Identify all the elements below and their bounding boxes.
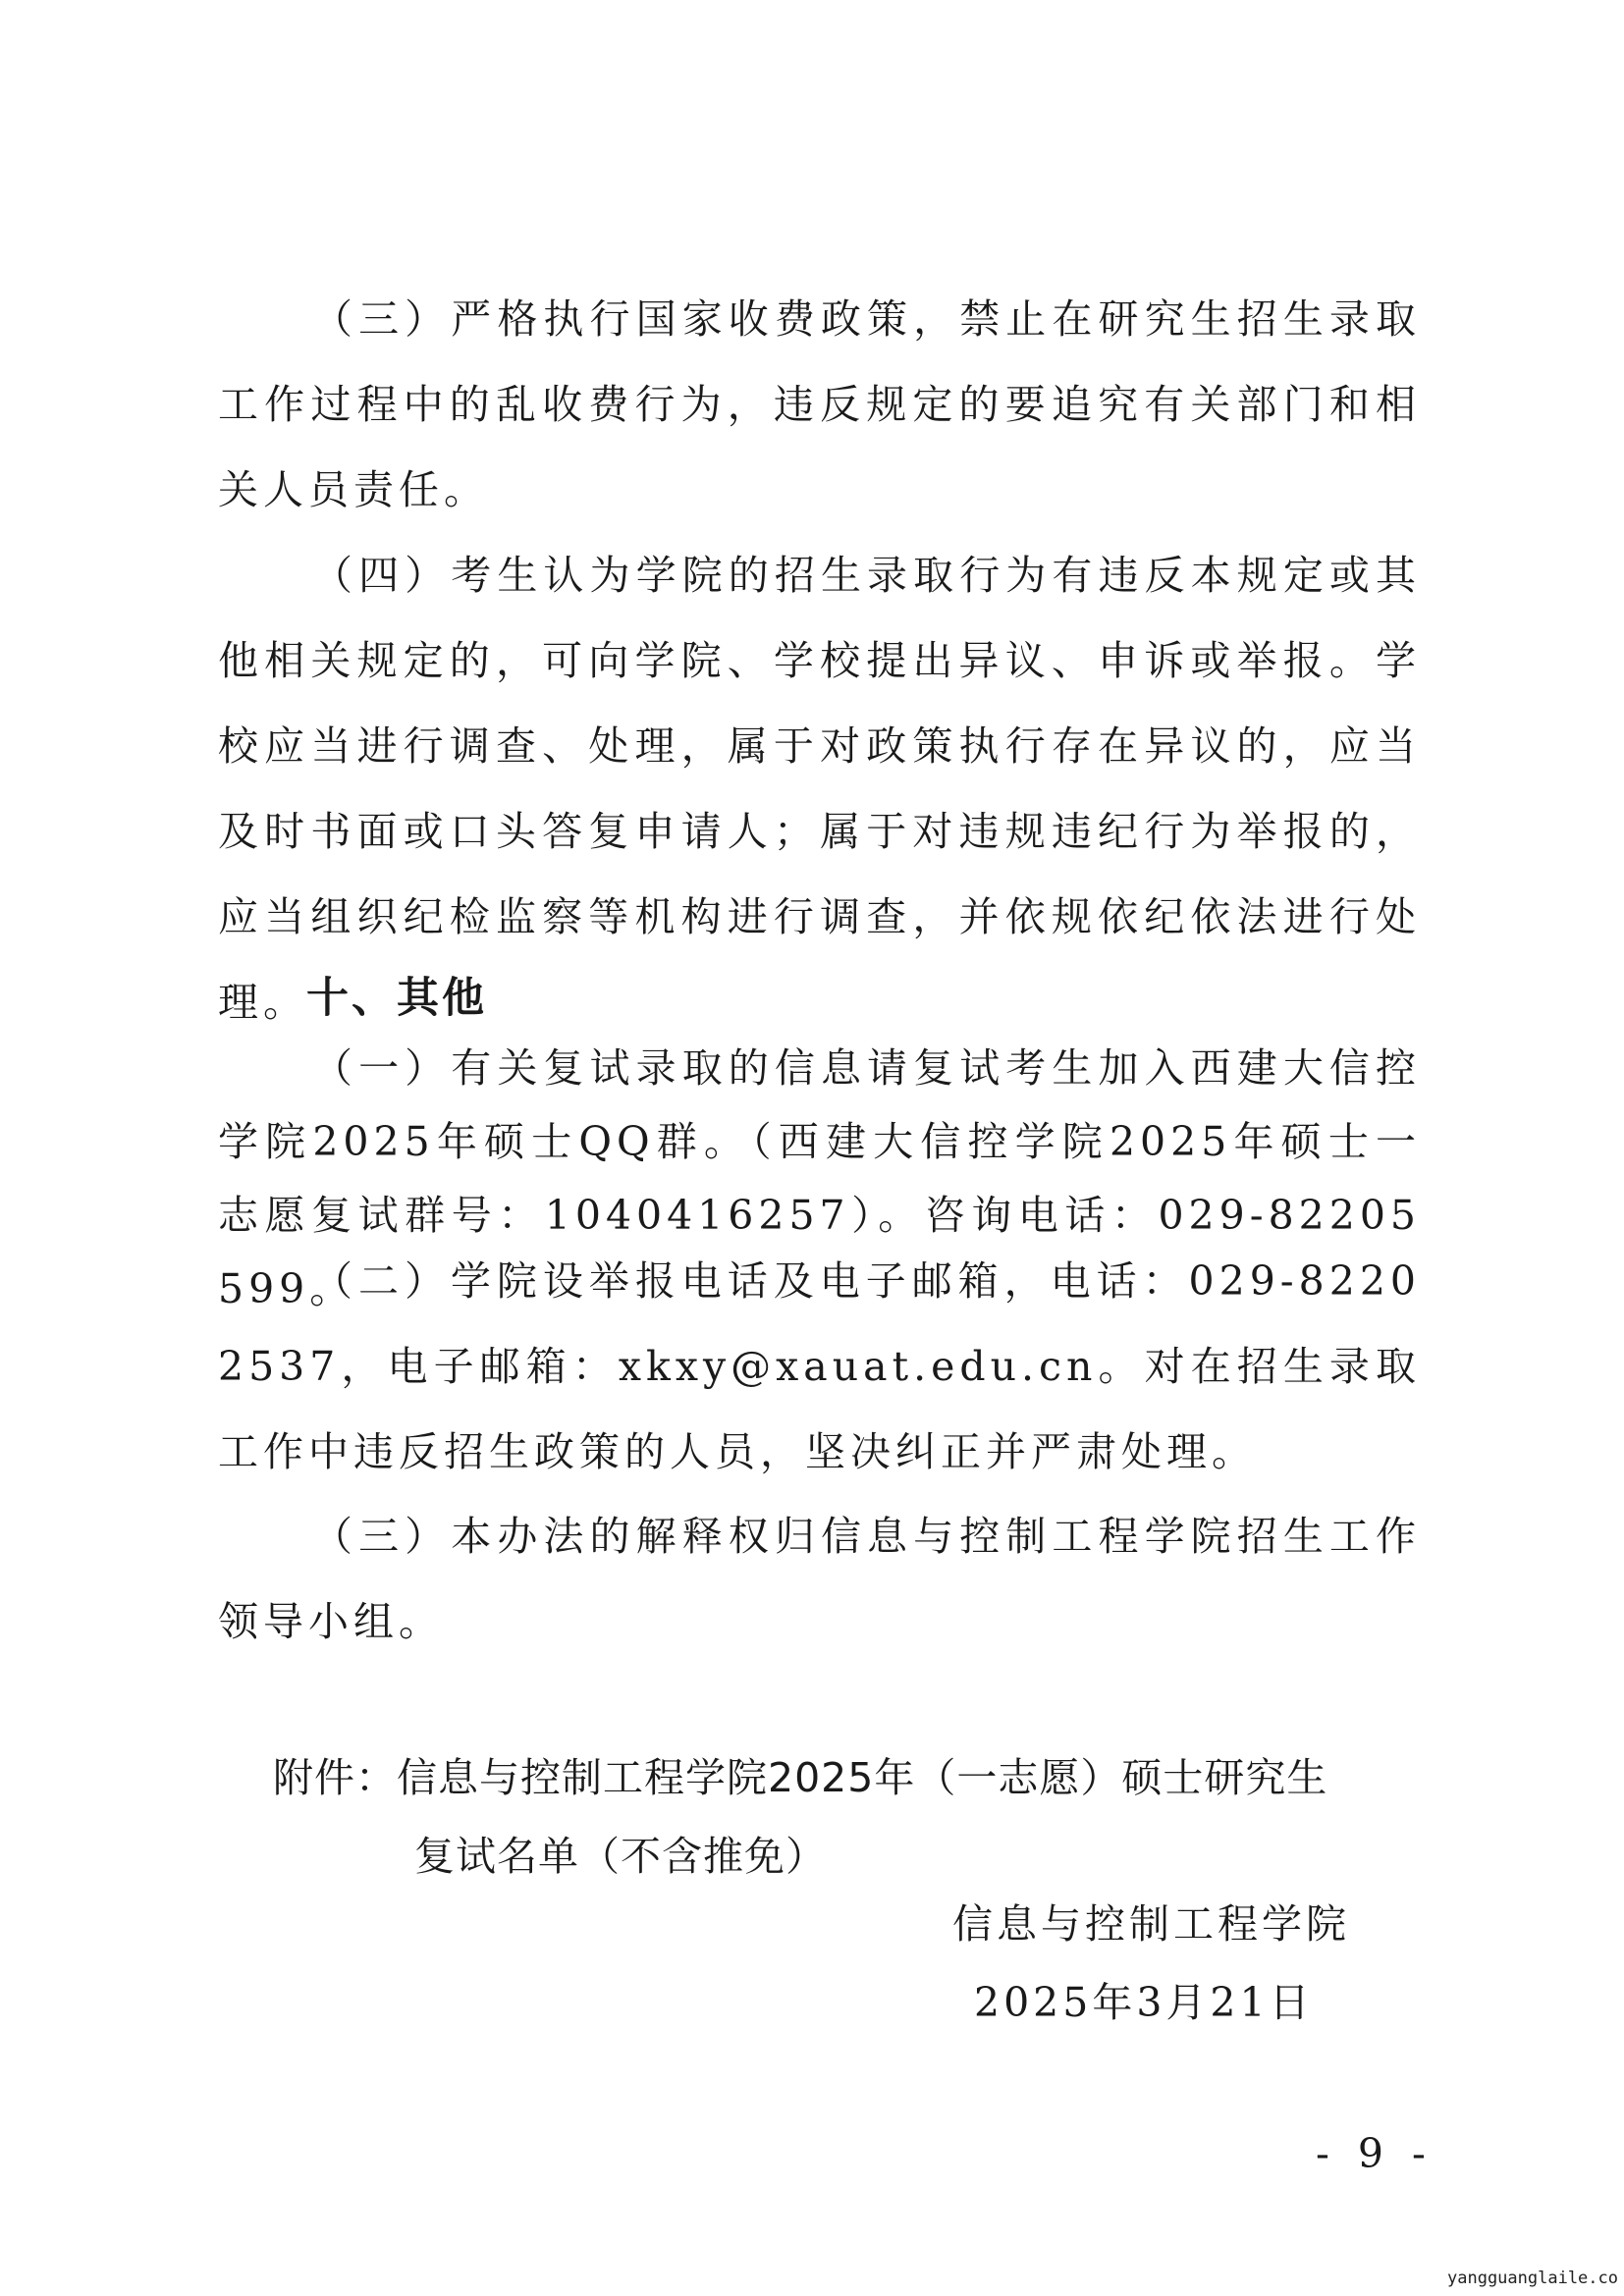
paragraph-appeal-procedure: （四）考生认为学院的招生录取行为有违反本规定或其他相关规定的，可向学院、学校提出异议、申诉或举报。学校应当进行调查、处理，属于对政策执行存在异议的，应当及时书面或口头答复申请人；属于对违规违纪行为举报的，应当组织纪检监察等机构进行调查，并依规依纪依法进行处理。: [218, 552, 1421, 1026]
attachment-title-line1: 信息与控制工程学院2025年（一志愿）硕士研究生: [397, 1754, 1328, 1801]
section-title-other: 十、其他: [306, 974, 487, 1023]
watermark-text: yangguanglaile.co: [1447, 2269, 1618, 2288]
attachment-note: [273, 1738, 1412, 1896]
paragraph-interpretation-right: （三）本办法的解释权归信息与控制工程学院招生工作领导小组。: [218, 1513, 1421, 1645]
page-number: - 9 -: [1316, 2130, 1434, 2177]
paragraph-qq-group-info: （一）有关复试录取的信息请复试考生加入西建大信控学院2025年硕士QQ群。（西建大信控学院2025年硕士一志愿复试群号：1040416257）。咨询电话：029-82205599。: [218, 1044, 1421, 1312]
signature-date: 2025年3月21日: [974, 1979, 1314, 2026]
signature-org: 信息与控制工程学院: [952, 1900, 1350, 1948]
paragraph-fee-policy: （三）严格执行国家收费政策，禁止在研究生招生录取工作过程中的乱收费行为，违反规定的要追究有关部门和相关人员责任。: [218, 295, 1421, 513]
paragraph-report-contact: （二）学院设举报电话及电子邮箱，电话：029-82202537，电子邮箱：xkxy@xauat.edu.cn。对在招生录取工作中违反招生政策的人员，坚决纠正并严肃处理。: [218, 1257, 1421, 1475]
attachment-title-line2: 复试名单（不含推免）: [414, 1833, 827, 1880]
attachment-label: 附件：: [273, 1754, 397, 1801]
